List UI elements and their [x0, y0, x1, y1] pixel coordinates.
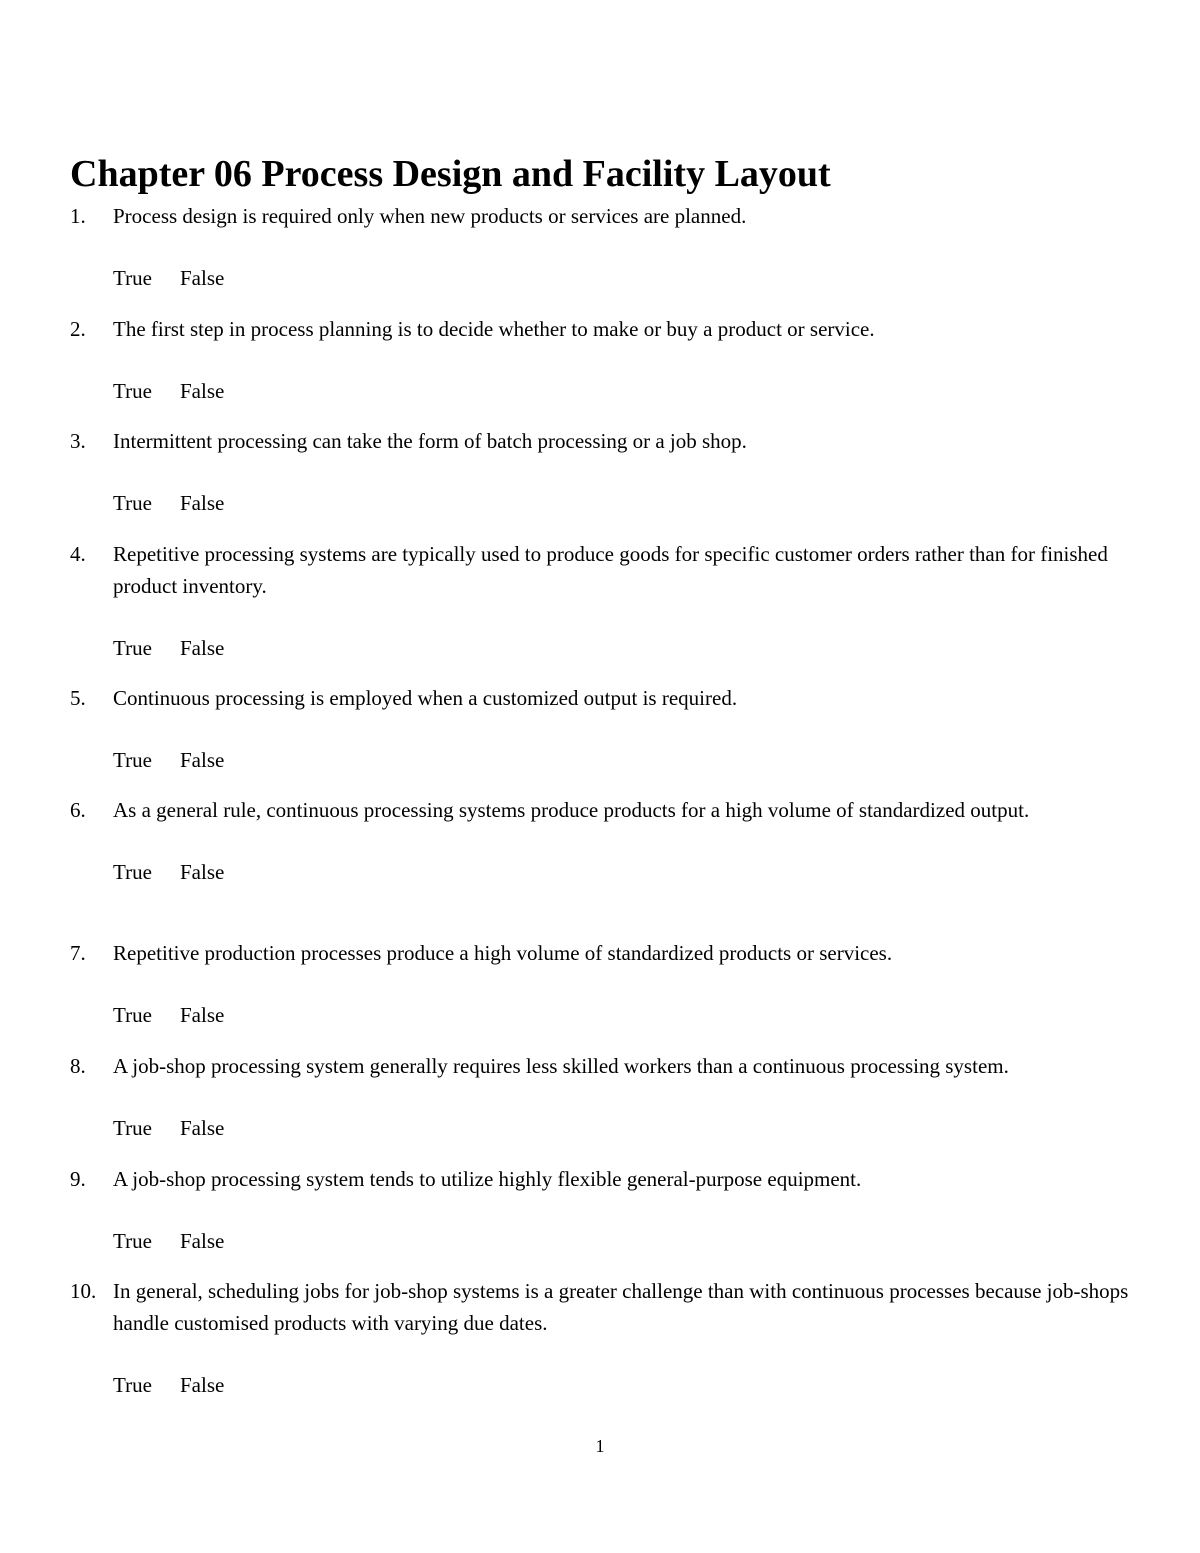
question-text: The first step in process planning is to decide whether to make or buy a product or service.: [113, 317, 875, 341]
question-text: Intermittent processing can take the form of batch processing or a job shop.: [113, 429, 747, 453]
true-option: True: [113, 1229, 152, 1253]
answer-choices: [113, 1225, 1130, 1257]
question-number: 2.: [70, 317, 86, 341]
answer-choices: [113, 262, 1130, 294]
true-option: True: [113, 860, 152, 884]
answer-choices: [113, 632, 1130, 664]
false-option: False: [180, 860, 225, 884]
answer-choices: [113, 1369, 1130, 1401]
false-option: False: [180, 1116, 225, 1140]
answer-choices: [113, 744, 1130, 776]
question-8: [70, 1050, 1130, 1144]
question-text: Continuous processing is employed when a customized output is required.: [113, 686, 738, 710]
true-option: True: [113, 266, 152, 290]
answer-choices: [113, 487, 1130, 519]
question-2: [70, 313, 1130, 407]
true-option: True: [113, 491, 152, 515]
question-10: [70, 1275, 1130, 1401]
question-number: 1.: [70, 204, 86, 228]
question-7: [70, 937, 1130, 1031]
true-option: True: [113, 1116, 152, 1140]
answer-choices: [113, 999, 1130, 1031]
question-number: 8.: [70, 1054, 86, 1078]
question-text: A job-shop processing system generally requires less skilled workers than a continuous processing system.: [113, 1054, 1009, 1078]
false-option: False: [180, 266, 225, 290]
false-option: False: [180, 491, 225, 515]
answer-choices: [113, 1112, 1130, 1144]
question-text: Process design is required only when new products or services are planned.: [113, 204, 747, 228]
question-number: 7.: [70, 941, 86, 965]
true-option: True: [113, 1003, 152, 1027]
question-number: 9.: [70, 1167, 86, 1191]
true-option: True: [113, 748, 152, 772]
false-option: False: [180, 1003, 225, 1027]
question-3: [70, 425, 1130, 519]
question-4: [70, 538, 1130, 664]
question-text: Repetitive processing systems are typically used to produce goods for specific customer orders rather than for finished product inventory.: [113, 542, 1108, 598]
question-text: Repetitive production processes produce a high volume of standardized products or services.: [113, 941, 893, 965]
question-1: [70, 200, 1130, 294]
true-option: True: [113, 1373, 152, 1397]
answer-choices: [113, 856, 1130, 888]
question-text: As a general rule, continuous processing systems produce products for a high volume of standardized output.: [113, 798, 1030, 822]
question-number: 3.: [70, 429, 86, 453]
question-6: [70, 794, 1130, 888]
question-number: 6.: [70, 798, 86, 822]
false-option: False: [180, 748, 225, 772]
true-option: True: [113, 636, 152, 660]
false-option: False: [180, 1373, 225, 1397]
question-number: 4.: [70, 542, 86, 566]
true-option: True: [113, 379, 152, 403]
answer-choices: [113, 375, 1130, 407]
question-number: 5.: [70, 686, 86, 710]
question-number: 10.: [70, 1279, 97, 1303]
question-text: A job-shop processing system tends to utilize highly flexible general-purpose equipment.: [113, 1167, 862, 1191]
false-option: False: [180, 1229, 225, 1253]
page-number: 1: [595, 1436, 605, 1456]
page-title: Chapter 06 Process Design and Facility Layout: [70, 153, 831, 195]
false-option: False: [180, 379, 225, 403]
question-5: [70, 682, 1130, 776]
question-9: [70, 1163, 1130, 1257]
false-option: False: [180, 636, 225, 660]
question-text: In general, scheduling jobs for job-shop systems is a greater challenge than with continuous processes because job-shops handle customised products with varying due dates.: [113, 1279, 1129, 1335]
